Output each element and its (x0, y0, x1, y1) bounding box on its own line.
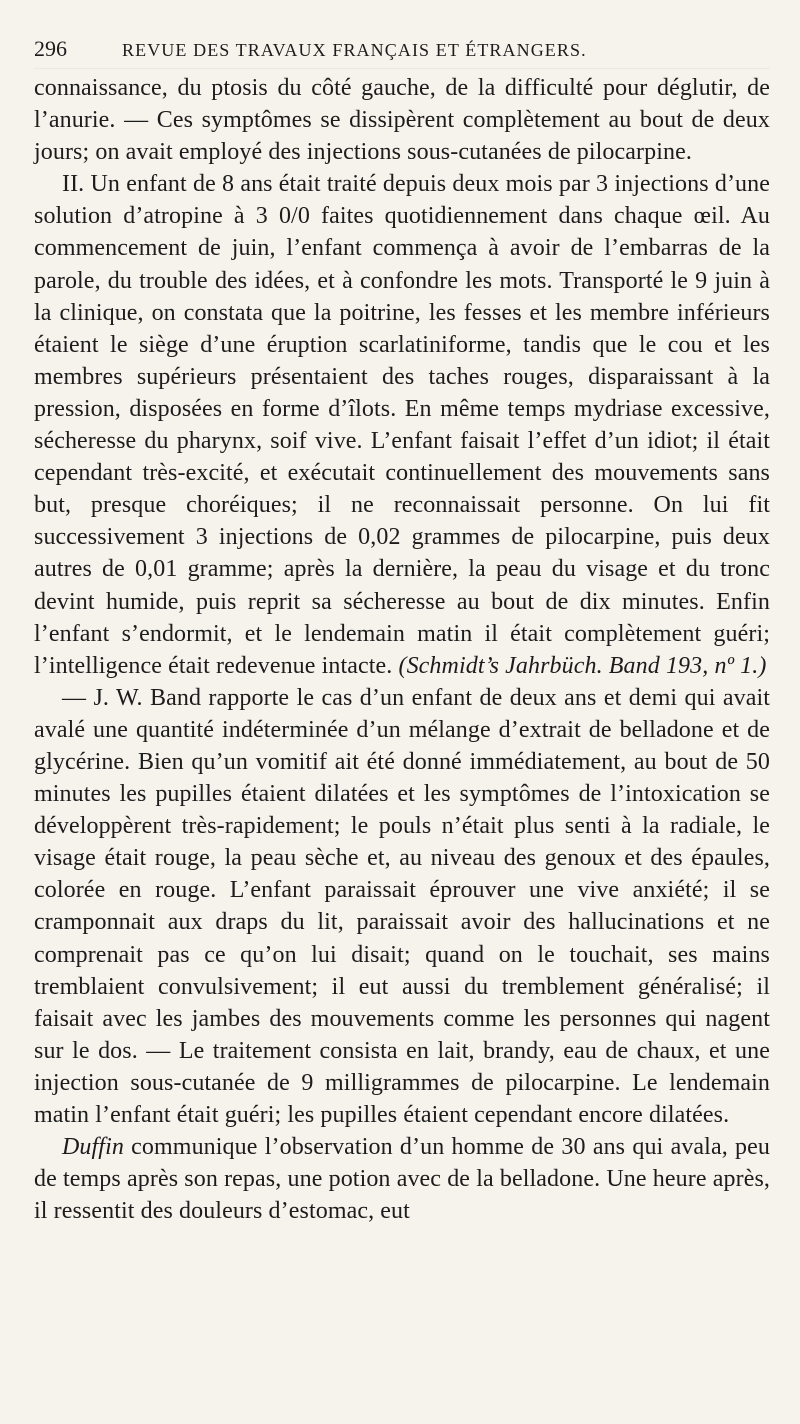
paragraph-duffin-case (34, 1131, 770, 1227)
paragraph-continuation: connaissance, du ptosis du côté gauche, de la difficulté pour déglutir, de l’anurie. — Ces symptômes se dissipèrent complètement au bout de deux jours; on avait employé des injections sous-cutanées de pilocarpine. (34, 75, 770, 166)
running-title: REVUE DES TRAVAUX FRANÇAIS ET ÉTRANGERS. (122, 40, 587, 60)
citation: (Schmidt’s Jahrbüch. Band 193, nº 1.) (398, 652, 767, 679)
paragraph-band-case: — J. W. Band rapporte le cas d’un enfant de deux ans et demi qui avait avalé une quantité indéterminée d’un mélange d’extrait de belladone et de glycérine. Bien qu’un vomitif ait été donné immédiatement, au bout de 50 minutes les pupilles étaient dilatées et les symptômes de l’intoxication se développèrent très-rapidement; le pouls n’était plus senti à la radiale, le visage était rouge, la peau sèche et, au niveau des genoux et des épaules, colorée en rouge. L’enfant paraissait éprouver une vive anxiété; il se cramponnait aux draps du lit, paraissait avoir des hallucinations et ne comprenait pas ce qu’on lui disait; quand on le touchait, ses mains tremblaient convulsivement; il eut aussi du tremblement généralisé; il faisait avec les jambes des mouvements comme les personnes qui nagent sur le dos. — Le traitement consista en lait, brandy, eau de chaux, et une injection sous-cutanée de 9 milligrammes de pilocarpine. Le lendemain matin l’enfant était guéri; les pupilles étaient cependant encore dilatées. (34, 684, 770, 1128)
running-header (34, 36, 766, 66)
header-divider (34, 68, 770, 69)
body-text (34, 72, 770, 1227)
page-number: 296 (34, 36, 67, 61)
author-name: Duffin (62, 1134, 124, 1161)
case-two-text: II. Un enfant de 8 ans était traité depuis deux mois par 3 injections d’une solution d’atropine à 3 0/0 faites quotidiennement dans chaque œil. Au commencement de juin, l’enfant commença à avoir de l’embarras de la parole, du trouble des idées, et à confondre les mots. Transporté le 9 juin à la clinique, on constata que la poitrine, les fesses et les membre inférieurs étaient le siège d’une éruption scarlatiniforme, tandis que le cou et les membres supérieurs présentaient des taches rouges, disparaissant à la pression, disposées en forme d’îlots. En même temps mydriase excessive, sécheresse du pharynx, soif vive. L’enfant faisait l’effet d’un idiot; il était cependant très-excité, et exécutait continuellement des mouvements sans but, presque choréiques; il ne reconnaissait personne. On lui fit successivement 3 injections de 0,02 grammes de pilocarpine, puis deux autres de 0,01 gramme; après la dernière, la peau du visage et du tronc devint humide, puis reprit sa sécheresse au bout de dix minutes. Enfin l’enfant s’endormit, et le lendemain matin il était complètement guéri; l’intelligence était redevenue intacte. (34, 171, 770, 679)
paragraph-case-two (34, 168, 770, 682)
duffin-case-text: communique l’observation d’un homme de 30 ans qui avala, peu de temps après son repas, une potion avec de la belladone. Une heure après, il ressentit des douleurs d’estomac, eut (34, 1134, 770, 1225)
